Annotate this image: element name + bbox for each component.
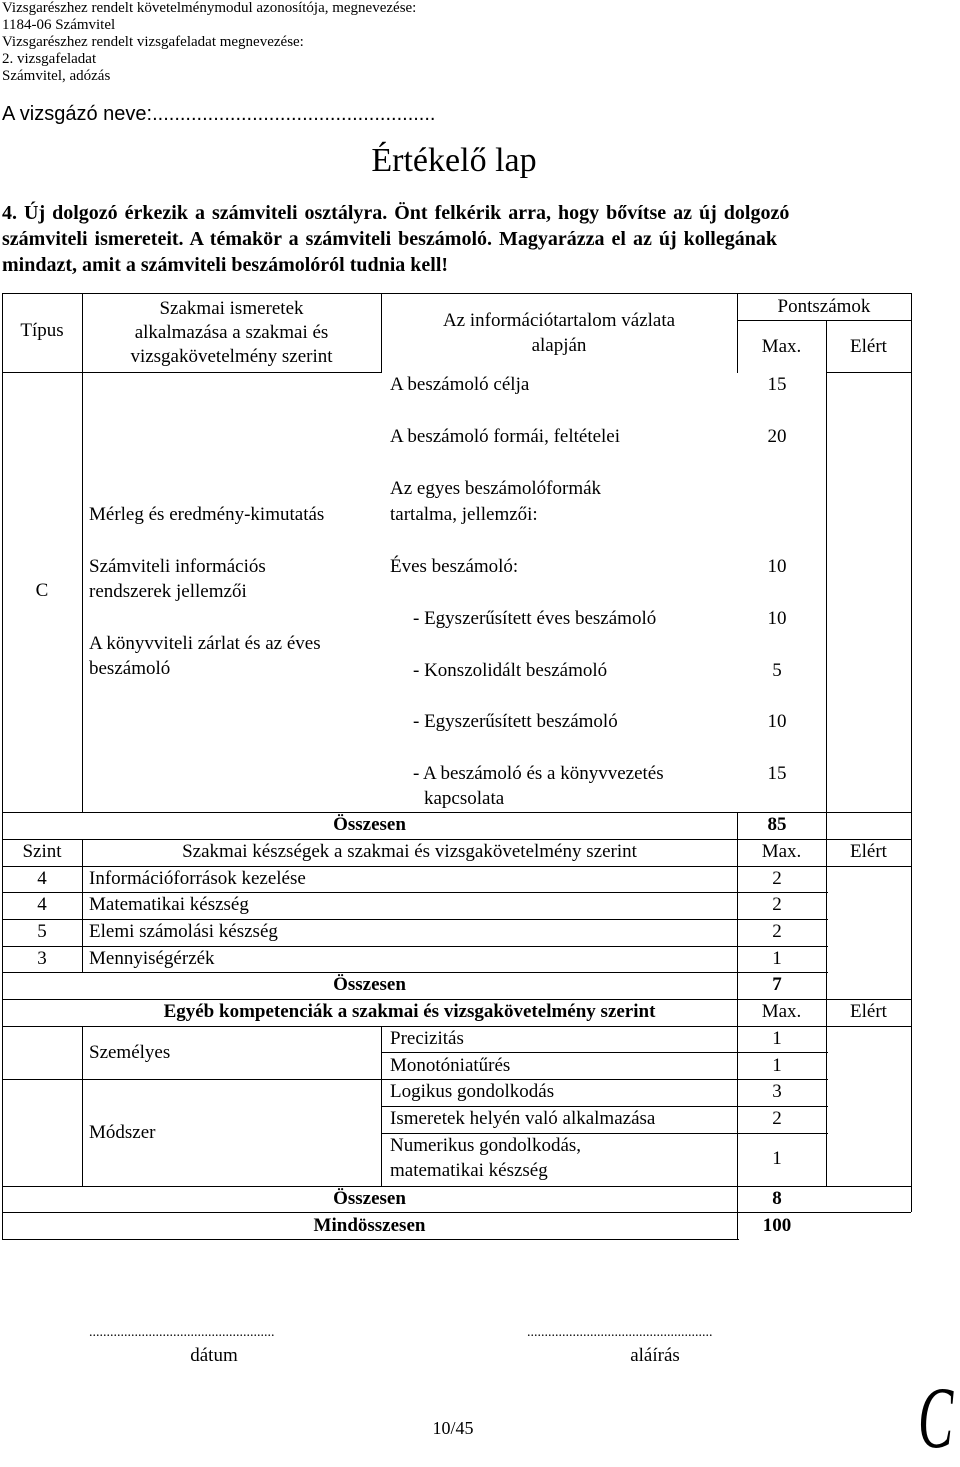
date-dots: ..................................................... (89, 1325, 275, 1340)
task-number: 2. vizsgafeladat (2, 51, 97, 67)
skill-label: Információforrások kezelése (89, 868, 306, 889)
skill-max: 1 (772, 948, 782, 969)
competency-label: matematikai készség (390, 1160, 548, 1181)
page-number: 10/45 (432, 1418, 474, 1438)
date-label: dátum (190, 1345, 238, 1366)
competency-max: 1 (772, 1028, 782, 1049)
task-text-3: mindazt, amit a számviteli beszámolóról tudnia kell! (2, 254, 449, 276)
table3-total-label: Összesen (333, 1188, 406, 1209)
skill-max: 2 (772, 868, 782, 889)
info-row-max: 5 (772, 660, 782, 681)
col-type-header: Típus (20, 320, 64, 341)
info-row-max: 10 (767, 608, 787, 629)
skill-level: 4 (37, 894, 47, 915)
info-row-label: - A beszámoló és a könyvvezetés (413, 763, 664, 784)
competency-label: Logikus gondolkodás (390, 1081, 555, 1102)
col-level-header: Szint (22, 841, 62, 862)
group-method: Módszer (89, 1122, 156, 1143)
info-row-max: 15 (767, 763, 787, 784)
col-info-header-2: alapján (531, 335, 587, 356)
info-row-label: kapcsolata (424, 788, 505, 809)
knowledge-item: Számviteli információs (89, 556, 266, 577)
knowledge-item: beszámoló (89, 658, 171, 679)
grand-total-label: Mindösszesen (313, 1215, 426, 1236)
info-row-label: Éves beszámoló: (390, 556, 519, 577)
competency-label: Precizitás (390, 1028, 464, 1049)
skill-label: Matematikai készség (89, 894, 249, 915)
candidate-name-field: A vizsgázó neve:................................................... (2, 103, 436, 125)
competency-max: 2 (772, 1108, 782, 1129)
skill-max: 2 (772, 894, 782, 915)
competency-label: Monotóniatűrés (390, 1055, 511, 1076)
col-info-header-1: Az információtartalom vázlata (442, 310, 676, 331)
task-label: Vizsgarészhez rendelt vizsgafeladat megnevezése: (2, 34, 304, 50)
info-row-label: - Egyszerűsített beszámoló (413, 711, 618, 732)
skill-level: 5 (37, 921, 47, 942)
skill-level: 4 (37, 868, 47, 889)
knowledge-item: rendszerek jellemzői (89, 581, 247, 602)
skill-label: Mennyiségérzék (89, 948, 215, 969)
task-text-2: számviteli ismereteit. A témakör a számviteli beszámoló. Magyarázza el az új kollegának (2, 228, 777, 250)
info-row-max: 10 (767, 711, 787, 732)
competency-label: Ismeretek helyén való alkalmazása (390, 1108, 656, 1129)
table2-total-value: 7 (772, 974, 782, 995)
table1-total-value: 85 (767, 814, 787, 835)
task-name: Számvitel, adózás (2, 68, 111, 84)
signature-mark: C (918, 1370, 954, 1467)
info-row-label: Az egyes beszámolóformák (390, 478, 602, 499)
type-value: C (35, 580, 49, 601)
competency-max: 1 (772, 1148, 782, 1169)
col-achieved-header: Elért (850, 1001, 887, 1022)
signature-dots: ..................................................... (527, 1325, 713, 1340)
col-points-header: Pontszámok (777, 296, 871, 317)
signature-label: aláírás (630, 1345, 680, 1366)
competency-max: 1 (772, 1055, 782, 1076)
module-label: Vizsgarészhez rendelt követelménymodul azonosítója, megnevezése: (2, 0, 417, 16)
col-skills-header: Szakmai készségek a szakmai és vizsgakövetelmény szerint (182, 841, 637, 862)
col-max-header: Max. (761, 336, 802, 357)
page-title: Értékelő lap (371, 142, 537, 179)
info-row-label: tartalma, jellemzői: (390, 504, 538, 525)
col-knowledge-header-2: alkalmazása a szakmai és (134, 322, 329, 343)
col-max-header: Max. (761, 841, 802, 862)
col-achieved-header: Elért (850, 841, 887, 862)
grand-total-value: 100 (762, 1215, 792, 1236)
info-row-max: 10 (767, 556, 787, 577)
skill-level: 3 (37, 948, 47, 969)
group-personal: Személyes (89, 1042, 171, 1063)
task-text-1: 4. Új dolgozó érkezik a számviteli osztályra. Önt felkérik arra, hogy bővítse az új dolgozó (2, 202, 790, 224)
info-row-label: A beszámoló célja (390, 374, 530, 395)
table3-total-value: 8 (772, 1188, 782, 1209)
col-achieved-header: Elért (850, 336, 887, 357)
table1-total-label: Összesen (333, 814, 406, 835)
col-other-header: Egyéb kompetenciák a szakmai és vizsgakövetelmény szerint (163, 1001, 656, 1022)
info-row-label: - Konszolidált beszámoló (413, 660, 608, 681)
col-max-header: Max. (761, 1001, 802, 1022)
competency-label: Numerikus gondolkodás, (390, 1135, 582, 1156)
skill-max: 2 (772, 921, 782, 942)
info-row-max: 15 (767, 374, 787, 395)
skill-label: Elemi számolási készség (89, 921, 278, 942)
info-row-label: - Egyszerűsített éves beszámoló (413, 608, 657, 629)
knowledge-item: Mérleg és eredmény-kimutatás (89, 504, 325, 525)
table2-total-label: Összesen (333, 974, 406, 995)
info-row-max: 20 (767, 426, 787, 447)
competency-max: 3 (772, 1081, 782, 1102)
col-knowledge-header-3: vizsgakövetelmény szerint (130, 346, 333, 367)
knowledge-item: A könyvviteli zárlat és az éves (89, 633, 321, 654)
module-id: 1184-06 Számvitel (2, 17, 116, 33)
info-row-label: A beszámoló formái, feltételei (390, 426, 621, 447)
col-knowledge-header-1: Szakmai ismeretek (159, 298, 304, 319)
